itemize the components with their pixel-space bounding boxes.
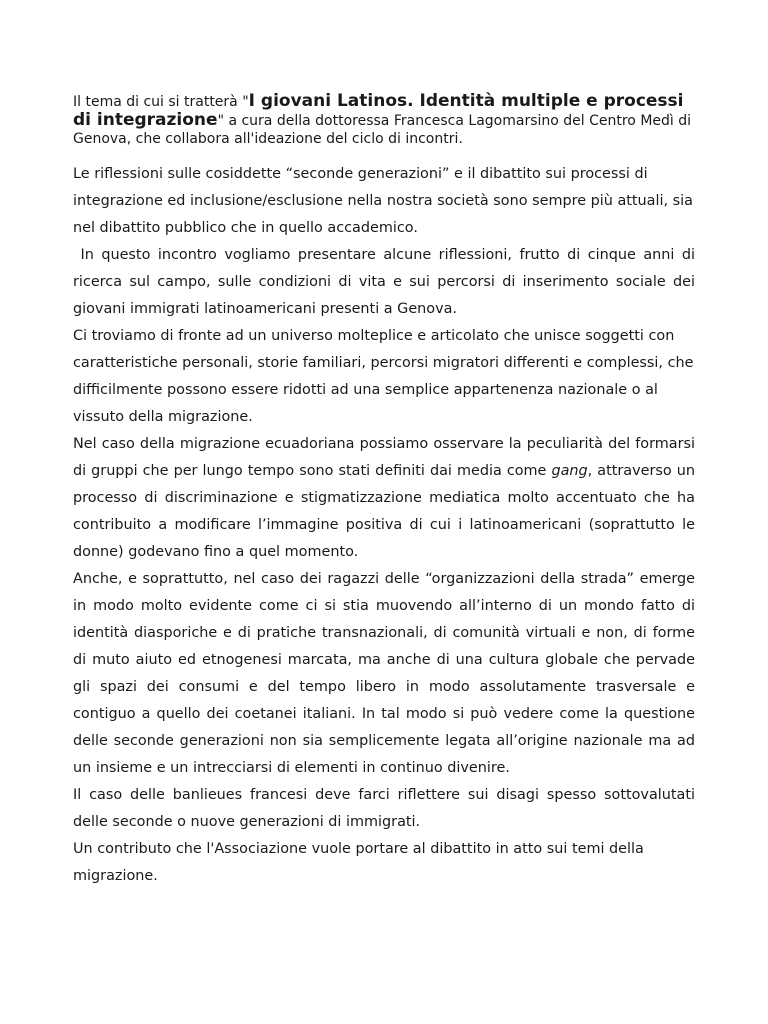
paragraph-3: Ci troviamo di fronte ad un universo molteplice e articolato che unisce soggetti con caratteristiche personali, storie familiari, percorsi migratori differenti e complessi, che difficilmente possono essere ridotti ad una semplice appartenenza nazionale o al vissuto della migrazione. [73, 328, 694, 425]
paragraph-4-start: Nel caso della migrazione ecuadoriana possiamo osservare la peculiarità del formarsi di gruppi che per lungo tempo sono stati definiti dai media come [73, 436, 695, 479]
paragraph-4-end: , attraverso un processo di discriminazione e stigmatizzazione mediatica molto accentuato che ha contribuito a modificare l’immagine positiva di cui i latinoamericani (soprattutto le donne) godevano fino a quel momento. [73, 463, 695, 560]
intro-prefix: Il tema di cui si tratterà " [73, 94, 249, 110]
event-title: I giovani Latinos. Identità multiple e processi di integrazione [73, 91, 684, 130]
intro-paragraph [73, 92, 695, 148]
paragraph-2: In questo incontro vogliamo presentare alcune riflessioni, frutto di cinque anni di ricerca sul campo, sulle condizioni di vita e sui percorsi di inserimento sociale dei giovani immigrati latinoamericani presenti a Genova. [73, 247, 700, 317]
paragraph-7: Un contributo che l'Associazione vuole portare al dibattito in atto sui temi della migrazione. [73, 841, 644, 884]
intro-suffix: " a cura della dottoressa Francesca Lagomarsino del Centro Medì di Genova, che collabora all'ideazione del ciclo di incontri. [73, 113, 692, 147]
paragraph-1: Le riflessioni sulle cosiddette “seconde generazioni” e il dibattito sui processi di integrazione ed inclusione/esclusione nella nostra società sono sempre più attuali, sia nel dibattito pubblico che in quello accademico. [73, 166, 693, 236]
document-page [73, 91, 700, 890]
paragraph-4-italic: gang [551, 463, 588, 479]
paragraph-6: Il caso delle banlieues francesi deve farci riflettere sui disagi spesso sottovalutati delle seconde o nuove generazioni di immigrati. [73, 787, 695, 830]
paragraph-5: Anche, e soprattutto, nel caso dei ragazzi delle “organizzazioni della strada” emerge in modo molto evidente come ci si stia muovendo all’interno di un mondo fatto di identità diasporiche e di pratiche transnazionali, di comunità virtuali e non, di forme di muto aiuto ed etnogenesi marcata, ma anche di una cultura globale che pervade gli spazi dei consumi e del tempo libero in modo assolutamente trasversale e contiguo a quello dei coetanei italiani. In tal modo si può vedere come la questione delle seconde generazioni non sia semplicemente legata all’origine nazionale ma ad un insieme e un intrecciarsi di elementi in continuo divenire. [73, 571, 695, 776]
paragraph-4 [73, 431, 695, 566]
